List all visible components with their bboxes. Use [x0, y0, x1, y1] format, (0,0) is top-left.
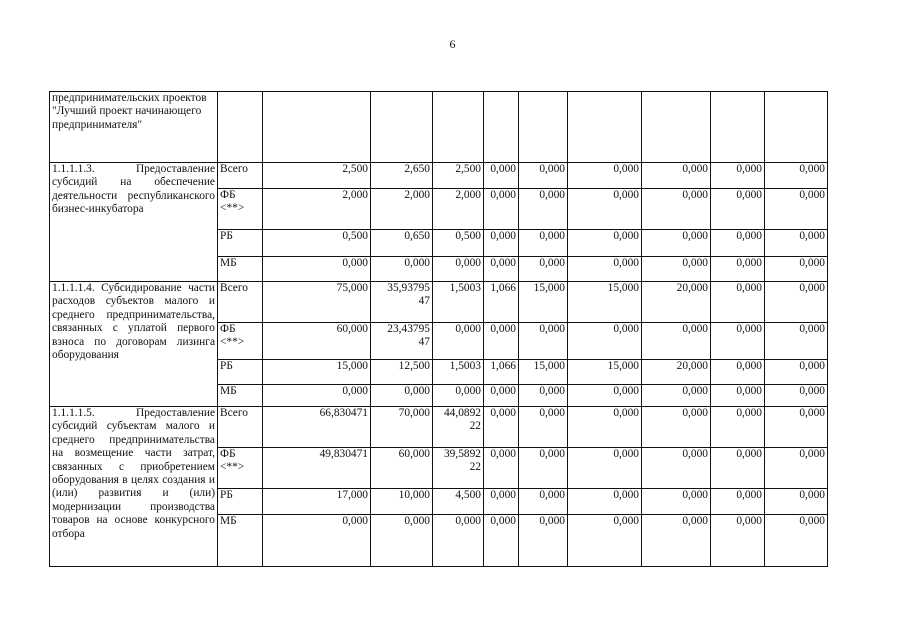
- empty-cell: [711, 92, 765, 163]
- value-cell: 0,000: [711, 360, 765, 385]
- value-cell: 0,000: [519, 515, 568, 567]
- funding-source-cell: РБ: [218, 230, 263, 257]
- value-cell: 60,000: [263, 323, 371, 360]
- value-cell: 15,000: [263, 360, 371, 385]
- value-cell: 0,000: [484, 407, 519, 448]
- funding-source-cell: МБ: [218, 257, 263, 282]
- table-row: [50, 407, 828, 448]
- value-cell: 0,000: [711, 282, 765, 323]
- page-number: 6: [449, 37, 456, 51]
- value-cell: 0,000: [568, 515, 642, 567]
- value-cell: 0,000: [765, 282, 828, 323]
- value-cell: 0,000: [642, 189, 711, 230]
- value-cell: 0,000: [263, 257, 371, 282]
- value-cell: 0,000: [568, 323, 642, 360]
- value-cell: 2,650: [371, 163, 433, 189]
- value-cell: 0,000: [711, 385, 765, 407]
- value-cell: 0,500: [263, 230, 371, 257]
- value-cell: 0,000: [371, 257, 433, 282]
- value-cell: 44,0892 22: [433, 407, 484, 448]
- funding-source-cell: РБ: [218, 489, 263, 515]
- table-row-header-continuation: [50, 92, 828, 163]
- value-cell: 0,650: [371, 230, 433, 257]
- budget-table: [49, 91, 828, 567]
- value-cell: 0,000: [263, 385, 371, 407]
- empty-cell: [484, 92, 519, 163]
- value-cell: 1,5003: [433, 360, 484, 385]
- value-cell: 0,000: [642, 163, 711, 189]
- value-cell: 0,000: [642, 489, 711, 515]
- value-cell: 0,000: [642, 407, 711, 448]
- value-cell: 0,000: [568, 489, 642, 515]
- value-cell: 0,000: [519, 257, 568, 282]
- value-cell: 0,000: [642, 257, 711, 282]
- value-cell: 0,000: [519, 323, 568, 360]
- value-cell: 0,000: [765, 407, 828, 448]
- value-cell: 75,000: [263, 282, 371, 323]
- value-cell: 4,500: [433, 489, 484, 515]
- empty-cell: [568, 92, 642, 163]
- empty-cell: [433, 92, 484, 163]
- value-cell: 0,000: [711, 323, 765, 360]
- value-cell: 0,000: [519, 189, 568, 230]
- value-cell: 0,000: [371, 515, 433, 567]
- value-cell: 0,000: [484, 163, 519, 189]
- value-cell: 0,000: [433, 323, 484, 360]
- value-cell: 0,000: [711, 230, 765, 257]
- value-cell: 0,000: [711, 515, 765, 567]
- funding-source-cell: Всего: [218, 163, 263, 189]
- value-cell: 0,000: [484, 323, 519, 360]
- value-cell: 0,000: [765, 360, 828, 385]
- value-cell: 0,000: [263, 515, 371, 567]
- value-cell: 0,000: [371, 385, 433, 407]
- value-cell: 0,000: [519, 385, 568, 407]
- value-cell: 0,000: [568, 257, 642, 282]
- value-cell: 0,500: [433, 230, 484, 257]
- value-cell: 39,5892 22: [433, 448, 484, 489]
- value-cell: 0,000: [433, 385, 484, 407]
- value-cell: 0,000: [568, 230, 642, 257]
- funding-source-cell: ФБ <**>: [218, 189, 263, 230]
- value-cell: 0,000: [642, 448, 711, 489]
- funding-source-cell: РБ: [218, 360, 263, 385]
- funding-source-cell: Всего: [218, 407, 263, 448]
- table-row: [50, 163, 828, 189]
- empty-cell: [519, 92, 568, 163]
- value-cell: 0,000: [568, 385, 642, 407]
- value-cell: 0,000: [765, 257, 828, 282]
- empty-cell: [642, 92, 711, 163]
- measure-name-cell: 1.1.1.1.3. Предоставление субсидий на обеспечение деятельности республиканского бизнес-инкубатора: [50, 163, 218, 282]
- funding-source-cell: МБ: [218, 385, 263, 407]
- value-cell: 0,000: [568, 407, 642, 448]
- value-cell: 0,000: [484, 257, 519, 282]
- value-cell: 0,000: [765, 489, 828, 515]
- value-cell: 70,000: [371, 407, 433, 448]
- empty-cell: [263, 92, 371, 163]
- value-cell: 0,000: [765, 323, 828, 360]
- row-name-cell: предпринимательских проектов "Лучший проект начинающего предпринимателя": [50, 92, 218, 163]
- value-cell: 0,000: [484, 385, 519, 407]
- value-cell: 0,000: [765, 230, 828, 257]
- value-cell: 15,000: [568, 360, 642, 385]
- table-row: [50, 282, 828, 323]
- value-cell: 0,000: [568, 448, 642, 489]
- funding-source-cell: ФБ <**>: [218, 448, 263, 489]
- value-cell: 0,000: [711, 257, 765, 282]
- value-cell: 1,5003: [433, 282, 484, 323]
- funding-source-cell: Всего: [218, 282, 263, 323]
- value-cell: 0,000: [484, 489, 519, 515]
- value-cell: 0,000: [765, 515, 828, 567]
- value-cell: 0,000: [765, 189, 828, 230]
- value-cell: 2,500: [433, 163, 484, 189]
- value-cell: 10,000: [371, 489, 433, 515]
- measure-name-cell: 1.1.1.1.5. Предоставление субсидий субъектам малого и среднего предпринимательства на возмещение части затрат, связанных с приобретением оборудования в целях создания и (или) развития и (или) модернизации производства товаров на основе конкурсного отбора: [50, 407, 218, 567]
- value-cell: 0,000: [711, 448, 765, 489]
- value-cell: 66,830471: [263, 407, 371, 448]
- value-cell: 0,000: [642, 515, 711, 567]
- value-cell: 2,000: [263, 189, 371, 230]
- value-cell: 0,000: [765, 385, 828, 407]
- value-cell: 20,000: [642, 360, 711, 385]
- value-cell: 2,000: [371, 189, 433, 230]
- empty-cell: [371, 92, 433, 163]
- value-cell: 0,000: [765, 448, 828, 489]
- empty-cell: [218, 92, 263, 163]
- value-cell: 0,000: [484, 515, 519, 567]
- value-cell: 17,000: [263, 489, 371, 515]
- value-cell: 0,000: [484, 230, 519, 257]
- value-cell: 0,000: [433, 257, 484, 282]
- value-cell: 0,000: [568, 189, 642, 230]
- value-cell: 0,000: [519, 489, 568, 515]
- value-cell: 0,000: [642, 230, 711, 257]
- value-cell: 0,000: [711, 163, 765, 189]
- value-cell: 2,500: [263, 163, 371, 189]
- value-cell: 0,000: [711, 407, 765, 448]
- value-cell: 12,500: [371, 360, 433, 385]
- value-cell: 15,000: [519, 360, 568, 385]
- value-cell: 0,000: [484, 189, 519, 230]
- value-cell: 0,000: [519, 230, 568, 257]
- value-cell: 60,000: [371, 448, 433, 489]
- value-cell: 0,000: [433, 515, 484, 567]
- value-cell: 1,066: [484, 360, 519, 385]
- value-cell: 0,000: [642, 385, 711, 407]
- value-cell: 2,000: [433, 189, 484, 230]
- funding-source-cell: МБ: [218, 515, 263, 567]
- value-cell: 0,000: [484, 448, 519, 489]
- value-cell: 0,000: [519, 163, 568, 189]
- value-cell: 0,000: [519, 448, 568, 489]
- value-cell: 0,000: [711, 489, 765, 515]
- value-cell: 20,000: [642, 282, 711, 323]
- measure-name-cell: 1.1.1.1.4. Субсидирование части расходов субъектов малого и среднего предпринимательства, связанных с уплатой первого взноса по договорам лизинга оборудования: [50, 282, 218, 407]
- value-cell: 0,000: [765, 163, 828, 189]
- value-cell: 49,830471: [263, 448, 371, 489]
- funding-source-cell: ФБ <**>: [218, 323, 263, 360]
- value-cell: 1,066: [484, 282, 519, 323]
- value-cell: 0,000: [568, 163, 642, 189]
- value-cell: 0,000: [711, 189, 765, 230]
- value-cell: 0,000: [642, 323, 711, 360]
- value-cell: 35,93795 47: [371, 282, 433, 323]
- value-cell: 23,43795 47: [371, 323, 433, 360]
- value-cell: 15,000: [519, 282, 568, 323]
- value-cell: 15,000: [568, 282, 642, 323]
- value-cell: 0,000: [519, 407, 568, 448]
- empty-cell: [765, 92, 828, 163]
